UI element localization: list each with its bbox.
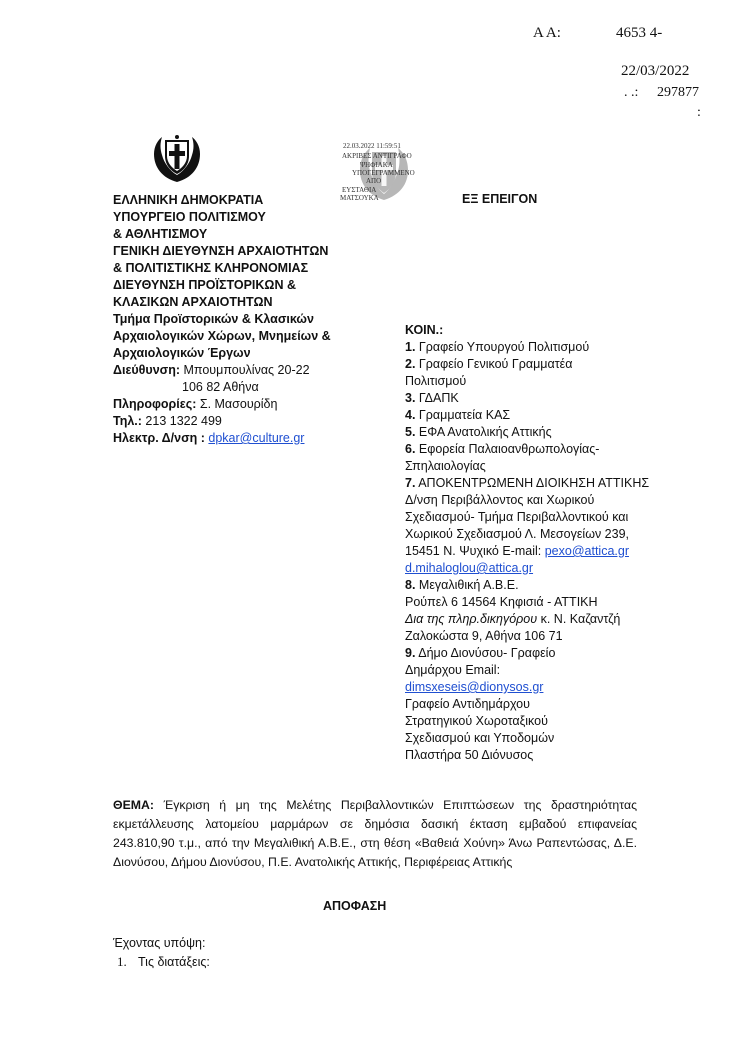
sender-line: ΓΕΝΙΚΗ ΔΙΕΥΘΥΝΣΗ ΑΡΧΑΙΟΤΗΤΩΝ [113,244,329,258]
subject-paragraph [113,796,637,872]
info-label: Πληροφορίες: [113,397,197,411]
koin-title: ΚΟΙΝ.: [405,323,444,337]
sender-block [113,192,331,447]
koin-item: Σπηλαιολογίας [405,459,486,473]
stamp-line-1: ΑΚΡΙΒΕΣ ΑΝΤΙΓΡΑΦΟ [342,152,412,160]
koin-item: Γραφείο Αντιδημάρχου [405,697,530,711]
stamp-line-4: ΑΠΟ [366,177,382,185]
koin-item: 5. ΕΦΑ Ανατολικής Αττικής [405,425,552,439]
info-value: Σ. Μασουρίδη [196,397,278,411]
koin-item: Δημάρχου Email: [405,663,501,677]
header-colon: : [697,105,701,120]
sender-line: ΕΛΛΗΝΙΚΗ ΔΗΜΟΚΡΑΤΙΑ [113,193,264,207]
dionysos-email-link[interactable]: dimsxeseis@dionysos.gr [405,680,544,694]
sender-email-link[interactable]: dpkar@culture.gr [208,431,305,445]
address-city: 106 82 Αθήνα [182,380,259,394]
address-value: Μπουμπουλίνας 20-22 [180,363,310,377]
subject-label: ΘΕΜΑ: [113,798,154,812]
sender-line: ΔΙΕΥΘΥΝΣΗ ΠΡΟΪΣΤΟΡΙΚΩΝ & [113,278,296,292]
koin-item: 3. ΓΔΑΠΚ [405,391,459,405]
info-row [113,396,331,413]
email-row [113,430,331,447]
sender-line: Αρχαιολογικών Έργων [113,346,251,360]
koin-block [405,322,649,764]
koin-item: Πολιτισμού [405,374,467,388]
sender-line: Αρχαιολογικών Χώρων, Μνημείων & [113,329,331,343]
koin-item: Σχεδιασμού- Τμήμα Περιβαλλοντικού και [405,510,629,524]
considering-label: Έχοντας υπόψη: [113,936,206,950]
koin-item: 8. Μεγαλιθική Α.Β.Ε. [405,578,519,592]
koin-item [405,560,649,577]
koin-item: 6. Εφορεία Παλαιοανθρωπολογίας- [405,442,600,456]
stamp-line-3: ΥΠΟΓΕΓΡΑΜΜΕΝΟ [352,169,415,177]
tel-value: 213 1322 499 [141,414,222,428]
koin-item: 2. Γραφείο Γενικού Γραμματέα [405,357,573,371]
koin-item: 1. Γραφείο Υπουργού Πολιτισμού [405,340,590,354]
tel-row [113,413,331,430]
pexo-email-link[interactable]: pexo@attica.gr [544,544,629,558]
koin-item: Ζαλοκώστα 9, Αθήνα 106 71 [405,629,563,643]
koin-item: Δια της πληρ.δικηγόρου κ. Ν. Καζαντζή [405,612,621,626]
stamp-name-1: ΕΥΣΤΑΘΙΑ [342,186,377,194]
koin-item: 7. ΑΠΟΚΕΝΤΡΩΜΕΝΗ ΔΙΟΙΚΗΣΗ ΑΤΤΙΚΗΣ [405,476,650,490]
email-label: Ηλεκτρ. Δ/νση : [113,431,205,445]
koin-item [405,679,649,696]
sender-line: Τμήμα Προϊστορικών & Κλασικών [113,312,314,326]
koin-item: Πλαστήρα 50 Διόνυσος [405,748,534,762]
koin-item: Χωρικού Σχεδιασμού Λ. Μεσογείων 239, [405,527,630,541]
subject-text: Έγκριση ή μη της Μελέτης Περιβαλλοντικών Επιπτώσεων της δραστηριότητας εκμετάλλευσης λατομείου μαρμάρων σε δημόσια δασική έκταση εμβαδού επιφανείας 243.810,90 τ.μ., από την Μεγαλιθική Α.Β.Ε., στη θέση «Βαθειά Χούνη» Άνω Ραπεντώσας, Δ.Ε. Διονύσου, Δήμου Διονύσου, Π.Ε. Ανατολικής Αττικής, Περιφέρειας Αττικής [113,798,637,869]
koin-item: 15451 Ν. Ψυχικό E-mail: pexo@attica.gr [405,544,629,558]
sender-line: ΚΛΑΣΙΚΩΝ ΑΡΧΑΙΟΤΗΤΩΝ [113,295,273,309]
protocol-number: 4653 4- [616,25,663,41]
sender-line: & ΠΟΛΙΤΙΣΤΙΚΗΣ ΚΛΗΡΟΝΟΜΙΑΣ [113,261,309,275]
koin-item: Ρούπελ 6 14564 Κηφισιά - ΑΤΤΙΚΗ [405,595,598,609]
digital-signature-stamp [338,140,426,204]
reference-number: 297877 [657,85,699,100]
address-label: Διεύθυνση: [113,363,180,377]
koin-item: 4. Γραμματεία ΚΑΣ [405,408,511,422]
sender-line: ΥΠΟΥΡΓΕΙΟ ΠΟΛΙΤΙΣΜΟΥ [113,210,266,224]
stamp-name-2: ΜΑΤΣΟΥΚΑ [340,194,379,202]
list-item-text: Τις διατάξεις: [138,955,210,969]
tel-label: Τηλ.: [113,414,142,428]
urgency-label: ΕΞ ΕΠΕΙΓΟΝ [462,192,538,206]
protocol-label: Α Α: [533,25,561,41]
koin-item: Σχεδιασμού και Υποδομών [405,731,555,745]
decision-title: ΑΠΟΦΑΣΗ [323,899,387,913]
document-date: 22/03/2022 [621,63,690,79]
koin-item: Στρατηγικού Χωροταξικού [405,714,548,728]
sender-line: & ΑΘΛΗΤΙΣΜΟΥ [113,227,208,241]
stamp-timestamp: 22.03.2022 11:59:51 [343,142,401,150]
hellenic-emblem-icon [150,133,204,185]
address-row [113,362,331,379]
mihaloglou-email-link[interactable]: d.mihaloglou@attica.gr [405,561,534,575]
stamp-line-2: ΨΗΦΙΑΚΑ [360,161,393,169]
koin-item: Δ/νση Περιβάλλοντος και Χωρικού [405,493,595,507]
koin-item: 9. Δήμο Διονύσου- Γραφείο [405,646,556,660]
reference-label: . .: [624,85,639,100]
list-item-number: 1. [117,954,127,969]
